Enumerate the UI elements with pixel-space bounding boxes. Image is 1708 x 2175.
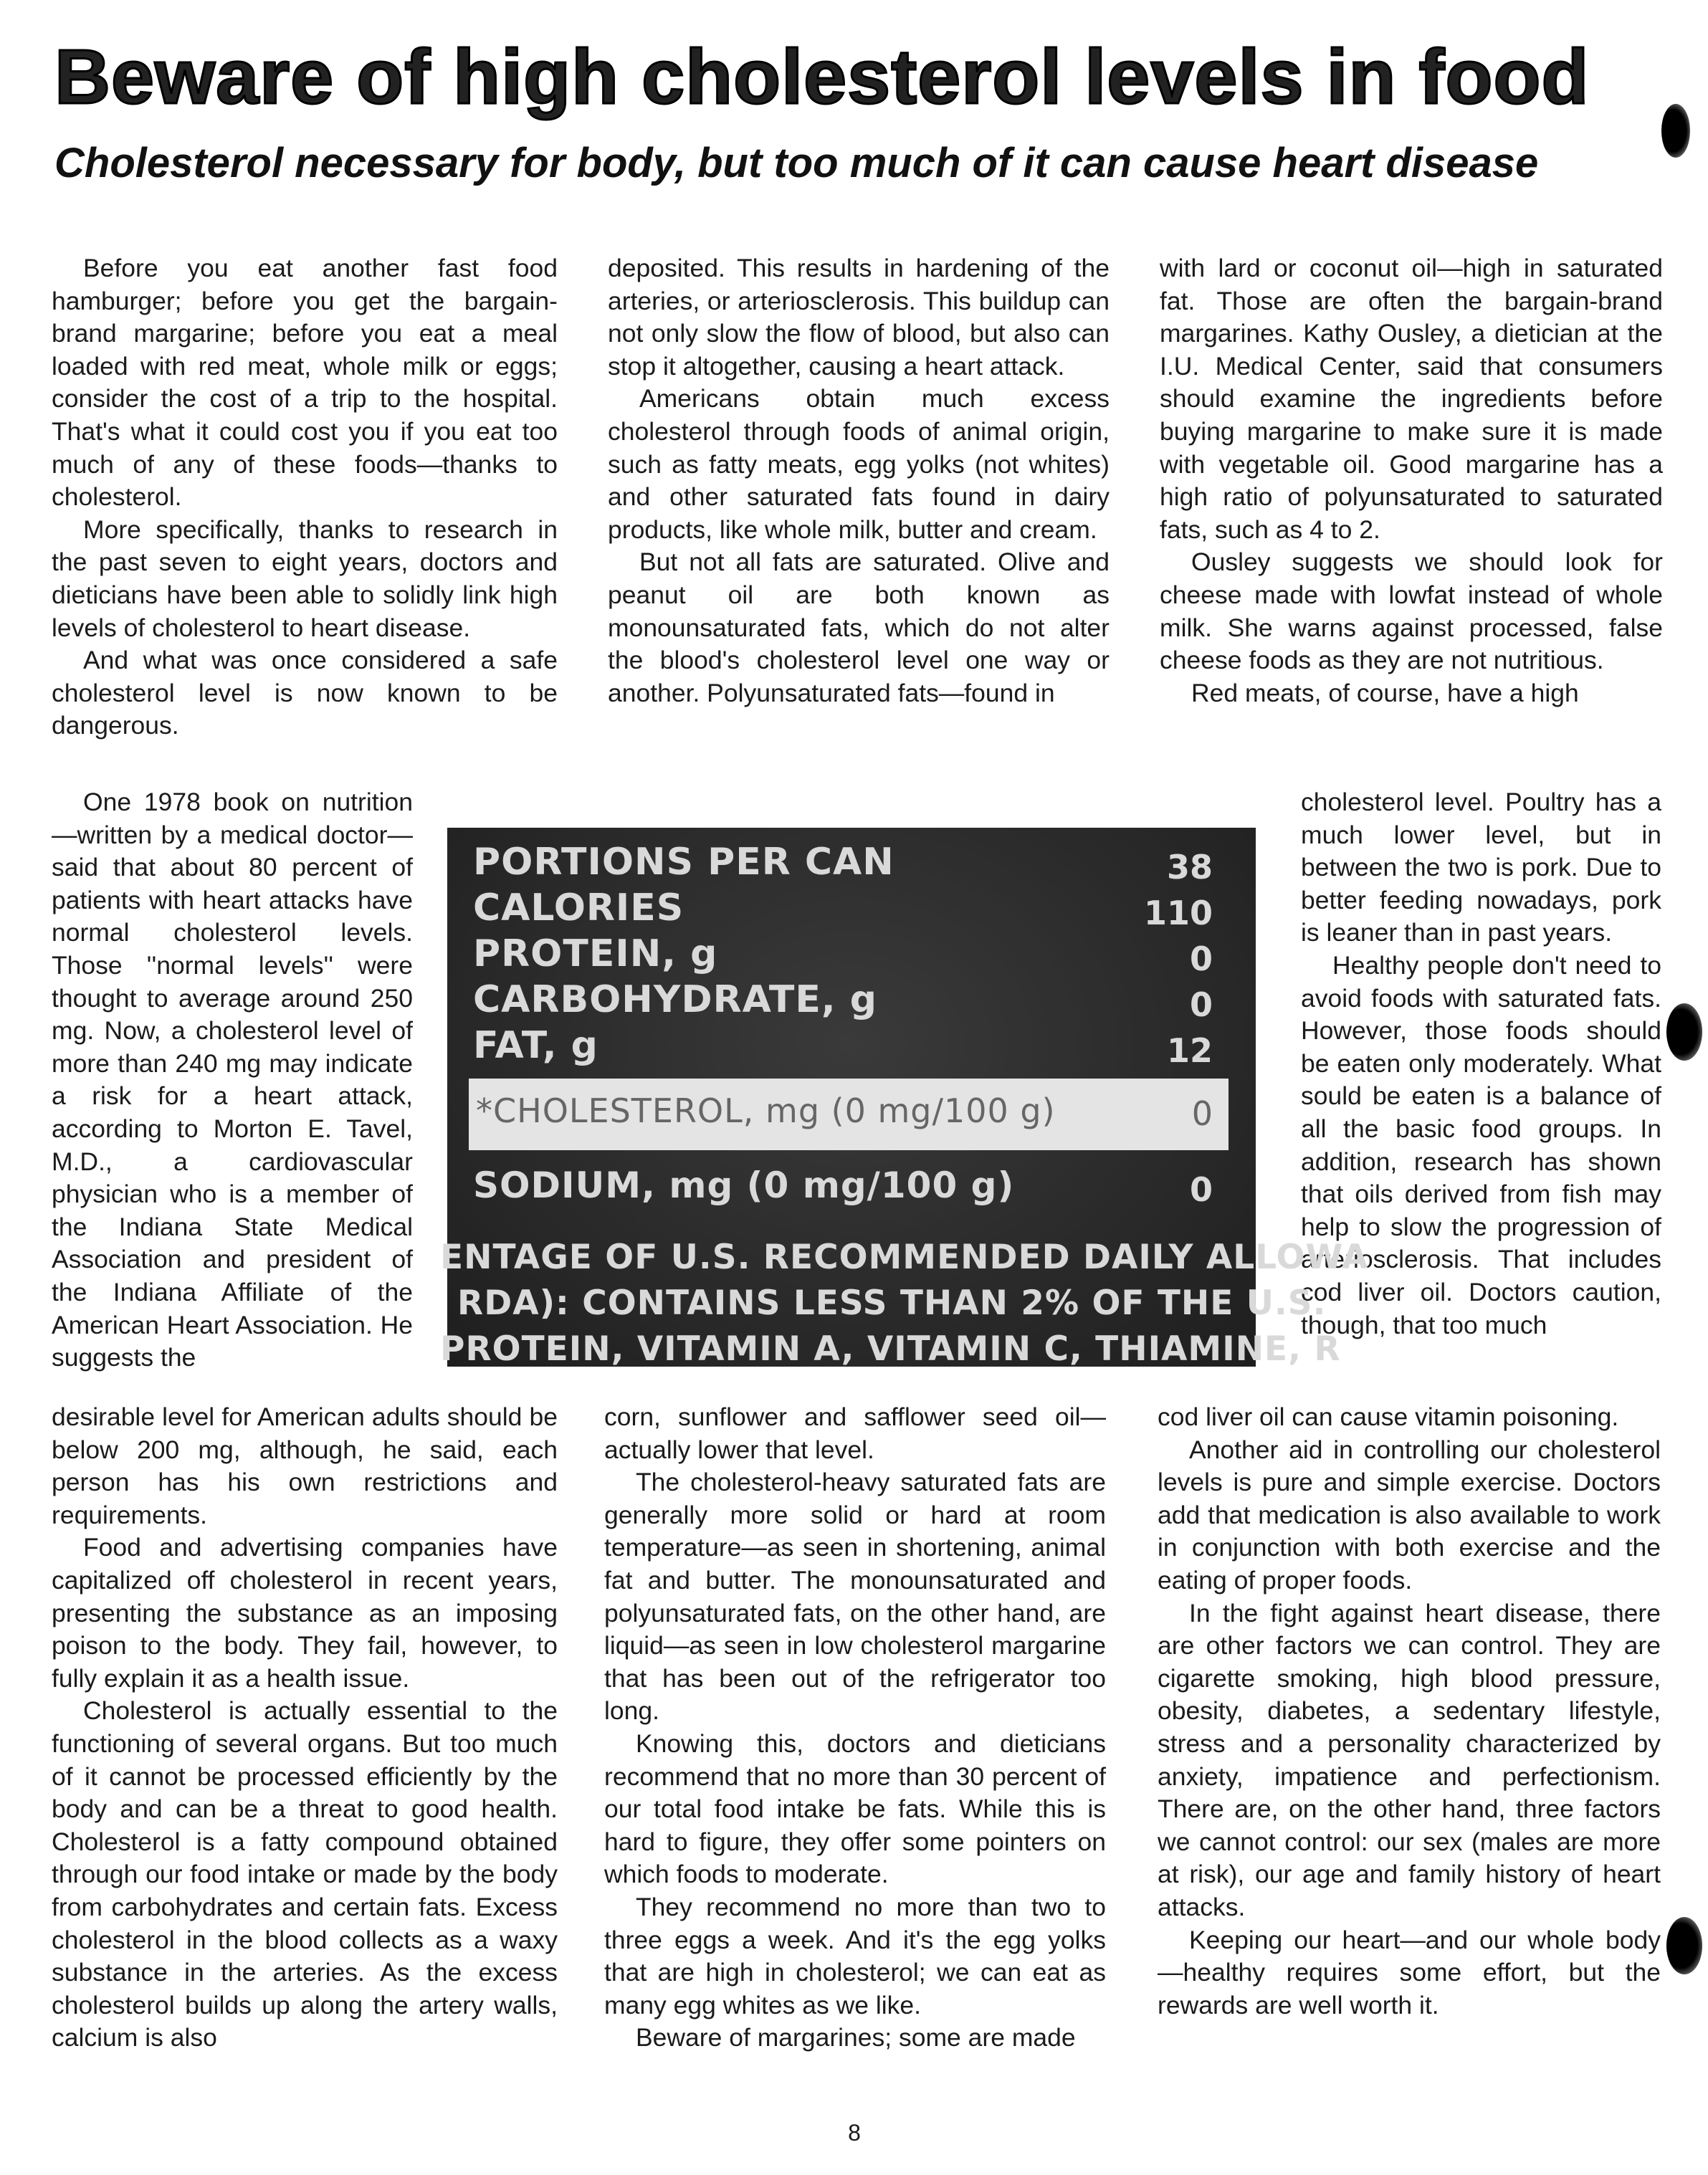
paragraph: corn, sunflower and safflower seed oil—actually lower that level. — [604, 1402, 1106, 1464]
paragraph: Cholesterol is actually essential to the functioning of several organs. But too much of it cannot be processed efficiently by the body and can be a threat to good health. Cholesterol is a fatty compound obtained through our food intake or made by the body from carbohydrates and certain fats. Excess cholesterol in the blood collects as a waxy substance in the arteries. As the excess cholesterol builds up along the artery walls, calcium is also — [52, 1696, 558, 2052]
nutrition-value: 0 — [1189, 940, 1213, 978]
paragraph: More specifically, thanks to research in the past seven to eight years, doctors and dieticians have been able to solidly link high levels of cholesterol to heart disease. — [52, 515, 558, 642]
nutrition-label-row: CARBOHYDRATE, g — [473, 978, 877, 1021]
column-3-bottom — [1158, 1401, 1661, 2022]
subheadline: Cholesterol necessary for body, but too much of it can cause heart disease — [54, 140, 1539, 186]
nutrition-label-row: FAT, g — [473, 1024, 598, 1067]
column-1-bottom — [52, 1401, 558, 2055]
paragraph: Ousley suggests we should look for cheese made with lowfat instead of whole milk. She warns against processed, false cheese foods as they are not nutritious. — [1160, 548, 1663, 675]
column-1-top — [52, 252, 558, 742]
paragraph: Red meats, of course, have a high — [1191, 678, 1579, 707]
paragraph: They recommend no more than two to three eggs a week. And it's the egg yolks that are high in cholesterol; we can eat as many egg whites as we like. — [604, 1892, 1106, 2019]
paragraph: deposited. This results in hardening of the arteries, or arteriosclerosis. This buildup can not only slow the flow of blood, but also can stop it altogether, causing a heart attack. — [608, 254, 1110, 381]
paragraph: One 1978 book on nutrition—written by a medical doctor—said that about 80 percent of patients with heart attacks have normal cholesterol levels. Those ''normal levels'' were thought to average around 250 mg. Now, a cholesterol level of more than 240 mg may indicate a risk for a heart attack, according to Morton E. Tavel, M.D., a cardiovascular physician who is a member of the Indiana State Medical Association and president of the Indiana Affiliate of the American Heart Association. He suggests the — [52, 788, 413, 1372]
paragraph: Another aid in controlling our cholesterol levels is pure and simple exercise. Doctors add that medication is also available to work in conjunction with both exercise and the eating of proper foods. — [1158, 1435, 1661, 1595]
nutrition-label-row: PROTEIN, g — [473, 932, 718, 975]
paragraph: Keeping our heart—and our whole body—healthy requires some effort, but the rewards are well worth it. — [1158, 1925, 1661, 2019]
nutrition-label-row: PORTIONS PER CAN — [473, 841, 894, 884]
page-number: 8 — [848, 2120, 861, 2146]
rda-footer-line: PROTEIN, VITAMIN A, VITAMIN C, THIAMINE, R — [440, 1329, 1341, 1369]
paragraph: And what was once considered a safe cholesterol level is now known to be dangerous. — [52, 646, 558, 740]
rda-footer-line: RDA): CONTAINS LESS THAN 2% OF THE U.S. — [457, 1284, 1327, 1323]
paragraph: In the fight against heart disease, there are other factors we can control. They are cigarette smoking, high blood pressure, obesity, diabetes, a sedentary lifestyle, stress and a personality characterized by anxiety, impatience and perfectionism. There are, on the other hand, three factors we cannot control: our sex (males are more at risk), our age and family history of heart attacks. — [1158, 1598, 1661, 1921]
paragraph: Knowing this, doctors and dieticians recommend that no more than 30 percent of our total food intake be fats. While this is hard to figure, they offer some pointers on which foods to moderate. — [604, 1729, 1106, 1889]
column-1-wrap — [52, 786, 413, 1375]
nutrition-label-photo — [440, 828, 1369, 1369]
punch-hole — [1666, 1003, 1702, 1061]
punch-hole — [1666, 1917, 1702, 1974]
nutrition-label-row: CALORIES — [473, 886, 684, 929]
nutrition-value: 0 — [1189, 985, 1213, 1024]
paragraph: But not all fats are saturated. Olive and peanut oil are both known as monounsaturated fats, which do not alter the blood's cholesterol level one way or another. Polyunsaturated fats—found in — [608, 548, 1110, 707]
paragraph: Food and advertising companies have capitalized off cholesterol in recent years, presenting the substance as an imposing poison to the body. They fail, however, to fully explain it as a health issue. — [52, 1533, 558, 1693]
nutrition-value: 0 — [1189, 1170, 1213, 1209]
paragraph: cod liver oil can cause vitamin poisoning. — [1158, 1402, 1619, 1431]
rda-footer-line: ENTAGE OF U.S. RECOMMENDED DAILY ALLOWA — [440, 1238, 1369, 1277]
column-2-bottom — [604, 1401, 1106, 2055]
nutrition-value: 110 — [1143, 894, 1213, 932]
cholesterol-row: *CHOLESTEROL, mg (0 mg/100 g) — [476, 1091, 1056, 1130]
nutrition-value: 12 — [1166, 1031, 1213, 1070]
paragraph: desirable level for American adults should be below 200 mg, although, he said, each person has his own restrictions and requirements. — [52, 1402, 558, 1529]
paragraph: Before you eat another fast food hamburger; before you get the bargain-brand margarine; before you eat a meal loaded with red meat, whole milk or eggs; consider the cost of a trip to the hospital. That's what it could cost you if you eat too much of any of these foods—thanks to cholesterol. — [52, 254, 558, 512]
cholesterol-value: 0 — [1191, 1094, 1213, 1133]
paragraph: Americans obtain much excess cholesterol through foods of animal origin, such as fatty meats, egg yolks (not whites) and other saturated fats found in dairy products, like whole milk, butter and cream. — [608, 384, 1110, 544]
nutrition-label-row: SODIUM, mg (0 mg/100 g) — [473, 1165, 1015, 1206]
punch-hole — [1661, 104, 1690, 158]
column-3-top — [1160, 252, 1663, 709]
paragraph: The cholesterol-heavy saturated fats are generally more solid or hard at room temperature—as seen in shortening, animal fat and butter. The monounsaturated and polyunsaturated fats, on the other hand, are liquid—as seen in low cholesterol margarine that has been out of the refrigerator too long. — [604, 1468, 1106, 1726]
headline: Beware of high cholesterol levels in food — [54, 33, 1590, 120]
column-2-top — [608, 252, 1110, 709]
nutrition-value: 38 — [1166, 848, 1213, 886]
paragraph: cholesterol level. Poultry has a much lower level, but in between the two is pork. Due to better feeding nowadays, pork is leaner than in past years. — [1301, 788, 1661, 947]
paragraph: with lard or coconut oil—high in saturated fat. Those are often the bargain-brand margarines. Kathy Ousley, a dietician at the I.U. Medical Center, said that consumers should examine the ingredients before buying margarine to make sure it is made with vegetable oil. Good margarine has a high ratio of polyunsaturated to saturated fats, such as 4 to 2. — [1160, 254, 1663, 544]
paragraph: Beware of margarines; some are made — [636, 2023, 1076, 2052]
paragraph: Healthy people don't need to avoid foods with saturated fats. However, those foods should be eaten only moderately. What sould be eaten is a balance of all the basic food groups. In addition, research has shown that oils derived from fish may help to slow the progression of arteriosclerosis. That includes cod liver oil. Doctors caution, though, that too much — [1301, 950, 1661, 1339]
